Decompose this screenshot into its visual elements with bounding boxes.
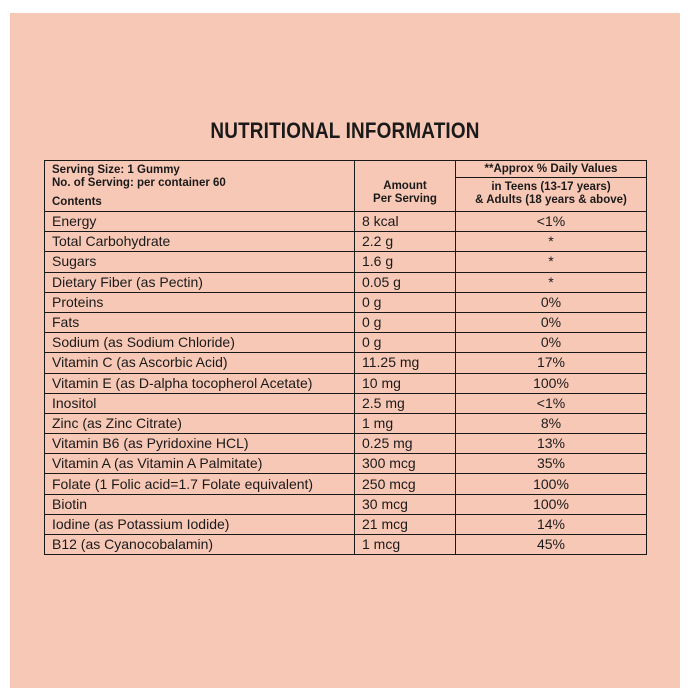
table-row — [45, 292, 647, 312]
age-group-header — [456, 178, 647, 212]
per-serving-label: Per Serving — [373, 193, 437, 205]
amount-cell: 30 mcg — [355, 494, 456, 514]
amount-cell: 1 mg — [355, 413, 456, 433]
content-cell: Proteins — [45, 292, 355, 312]
content-cell: Inositol — [45, 393, 355, 413]
amount-cell: 0 g — [355, 333, 456, 353]
daily-value-cell: 45% — [456, 535, 647, 555]
table-row — [45, 514, 647, 534]
daily-value-cell: 100% — [456, 474, 647, 494]
daily-value-cell: 0% — [456, 312, 647, 332]
amount-cell: 0.25 mg — [355, 434, 456, 454]
amount-cell: 0 g — [355, 312, 456, 332]
daily-value-cell: 0% — [456, 292, 647, 312]
table-row — [45, 272, 647, 292]
serving-size-text: Serving Size: 1 Gummy — [52, 164, 180, 176]
table-row — [45, 353, 647, 373]
nutrition-table-body — [45, 161, 647, 555]
content-cell: Biotin — [45, 494, 355, 514]
amount-cell: 300 mcg — [355, 454, 456, 474]
content-cell: Energy — [45, 212, 355, 232]
content-cell: Dietary Fiber (as Pectin) — [45, 272, 355, 292]
content-cell: Vitamin B6 (as Pyridoxine HCL) — [45, 434, 355, 454]
content-cell: Sugars — [45, 252, 355, 272]
content-cell: Vitamin C (as Ascorbic Acid) — [45, 353, 355, 373]
table-row — [45, 212, 647, 232]
table-row — [45, 252, 647, 272]
amount-cell: 250 mcg — [355, 474, 456, 494]
table-row — [45, 312, 647, 332]
page-title: NUTRITIONAL INFORMATION — [210, 118, 480, 143]
daily-value-cell: 100% — [456, 494, 647, 514]
content-cell: Vitamin A (as Vitamin A Palmitate) — [45, 454, 355, 474]
age-group-line-2: & Adults (18 years & above) — [475, 194, 627, 206]
daily-value-cell: * — [456, 252, 647, 272]
age-group-line-1: in Teens (13-17 years) — [491, 181, 611, 193]
amount-cell: 0.05 g — [355, 272, 456, 292]
daily-value-cell: 17% — [456, 353, 647, 373]
table-row — [45, 474, 647, 494]
daily-value-cell: 35% — [456, 454, 647, 474]
content-cell: Vitamin E (as D-alpha tocopherol Acetate) — [45, 373, 355, 393]
daily-values-column-header: **Approx % Daily Values — [456, 161, 647, 178]
daily-value-cell: 14% — [456, 514, 647, 534]
content-cell: Fats — [45, 312, 355, 332]
amount-cell: 0 g — [355, 292, 456, 312]
table-row — [45, 535, 647, 555]
daily-value-cell: 13% — [456, 434, 647, 454]
content-cell: Sodium (as Sodium Chloride) — [45, 333, 355, 353]
content-cell: B12 (as Cyanocobalamin) — [45, 535, 355, 555]
amount-cell: 11.25 mg — [355, 353, 456, 373]
contents-column-header: Contents — [52, 196, 102, 208]
daily-value-cell: <1% — [456, 212, 647, 232]
daily-value-cell: * — [456, 272, 647, 292]
amount-cell: 2.2 g — [355, 232, 456, 252]
content-cell: Iodine (as Potassium Iodide) — [45, 514, 355, 534]
content-cell: Zinc (as Zinc Citrate) — [45, 413, 355, 433]
nutrition-table — [44, 160, 647, 555]
daily-value-cell: <1% — [456, 393, 647, 413]
daily-value-cell: * — [456, 232, 647, 252]
amount-cell: 10 mg — [355, 373, 456, 393]
amount-cell: 2.5 mg — [355, 393, 456, 413]
table-row — [45, 434, 647, 454]
amount-label: Amount — [383, 180, 427, 192]
table-row — [45, 454, 647, 474]
table-row — [45, 413, 647, 433]
content-cell: Folate (1 Folic acid=1.7 Folate equivalent) — [45, 474, 355, 494]
amount-cell: 1 mcg — [355, 535, 456, 555]
header-contents-cell — [45, 161, 355, 212]
servings-per-container-text: No. of Serving: per container 60 — [52, 177, 226, 189]
table-row — [45, 373, 647, 393]
daily-value-cell: 0% — [456, 333, 647, 353]
table-row — [45, 393, 647, 413]
amount-cell: 8 kcal — [355, 212, 456, 232]
table-row — [45, 494, 647, 514]
daily-value-cell: 8% — [456, 413, 647, 433]
amount-cell: 1.6 g — [355, 252, 456, 272]
header-row — [45, 161, 647, 178]
table-row — [45, 333, 647, 353]
amount-column-header — [355, 161, 456, 212]
amount-cell: 21 mcg — [355, 514, 456, 534]
daily-value-cell: 100% — [456, 373, 647, 393]
table-row — [45, 232, 647, 252]
content-cell: Total Carbohydrate — [45, 232, 355, 252]
